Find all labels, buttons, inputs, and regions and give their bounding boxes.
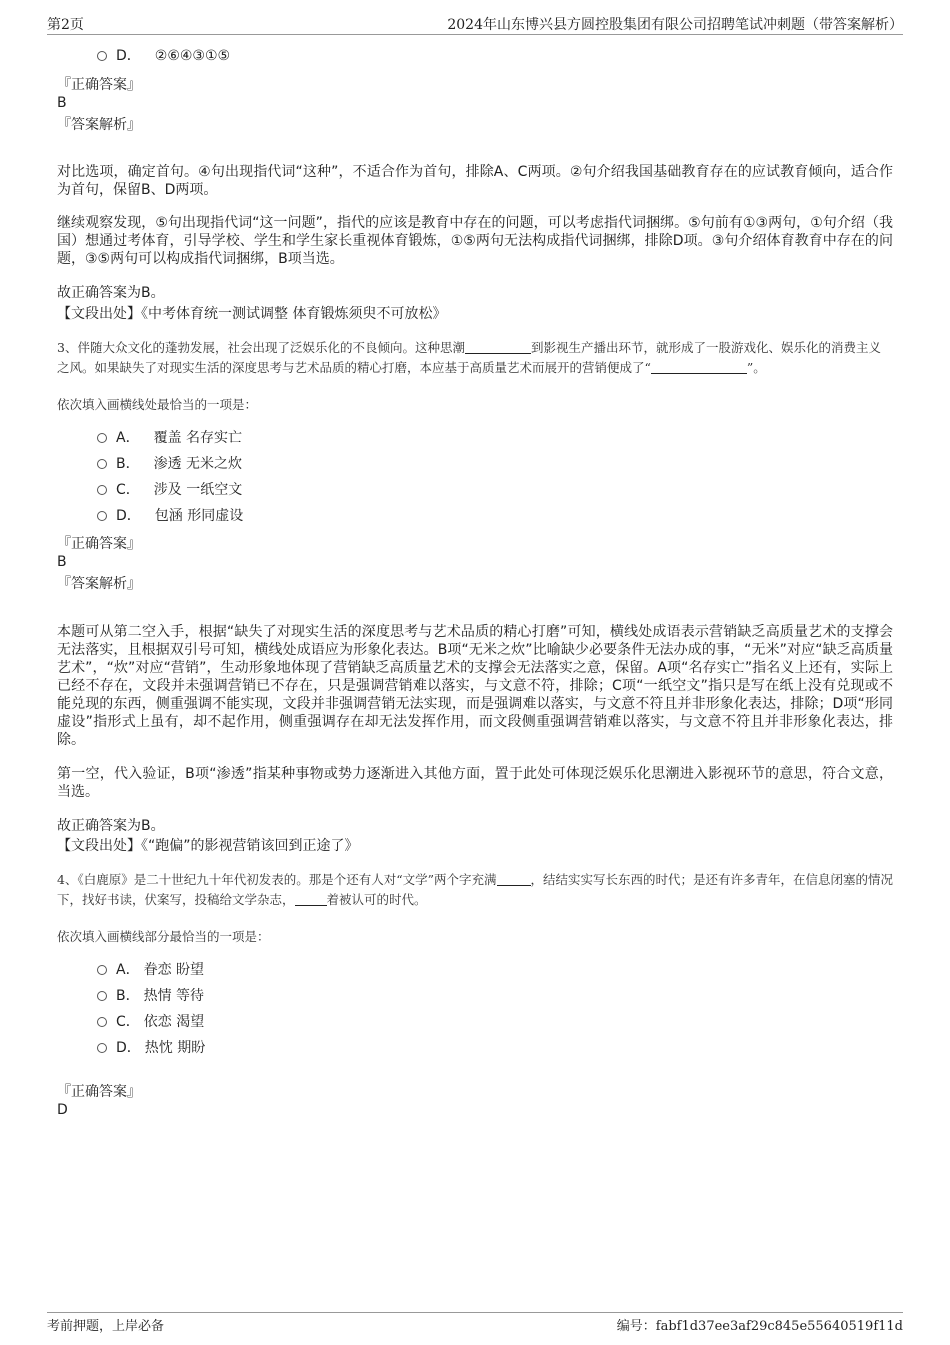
q2-option-d[interactable]: D． ②⑥④③①⑤ xyxy=(97,46,230,66)
radio-icon[interactable] xyxy=(97,1043,107,1053)
q2-analysis-para3: 故正确答案为B。 xyxy=(57,285,165,301)
q3-analysis-para3: 故正确答案为B。 xyxy=(57,818,165,834)
q4-answer: D xyxy=(57,1102,68,1118)
q3-question: 3、伴随大众文化的蓬勃发展，社会出现了泛娱乐化的不良倾向。这种思潮 到影视生产播出环节，就形成了一股游戏化、娱乐化的消费主义之风。如果缺失了对现实生活的深度思考与艺术品质的精心打磨，本应基于高质量艺术而展开的营销便成了“ ”。 xyxy=(57,340,881,375)
q4-option-a[interactable]: A． 眷恋 盼望 xyxy=(97,960,204,980)
document-id: 编号：fabf1d37ee3af29c845e55640519f11d xyxy=(616,1319,903,1334)
q3-analysis-para1: 本题可从第二空入手，根据“缺失了对现实生活的深度思考与艺术品质的精心打磨”可知，横线处成语表示营销缺乏高质量艺术的支撑会无法落实，且根据双引号可知，横线处成语应为形象化表达。B项“无米之炊”比喻缺少必要条件无法办成的事，“无米”对应“缺乏高质量艺术”，“炊”对应“营销”，生动形象地体现了营销缺乏高质量艺术的支撑会无法落实之意，保留。A项“名存实亡”指名义上还有，实际上已经不存在，文段并未强调营销已不存在，只是强调营销难以落实，与文意不符，排除；C项“一纸空文”指只是写在纸上没有兑现或不能兑现的东西，侧重强调不能实现，文段并非强调营销无法实现，而是强调难以落实，与文意不符且并非形象化表达，排除；D项“形同虚设”指形式上虽有，却不起作用，侧重强调存在却无法发挥作用，而文段侧重强调营销难以落实，与文意不符且并非形象化表达，排除。 xyxy=(57,624,893,748)
q4-prompt: 依次填入画横线部分最恰当的一项是： xyxy=(57,929,270,944)
q4-question: 4、《白鹿原》是二十世纪九十年代初发表的。那是个还有人对“文学”两个字充满 ，结结实实写长东西的时代；是还有许多青年，在信息闭塞的情况下，找好书读，伏案写，投稿给文学杂志， 着被认可的时代。 xyxy=(57,872,894,907)
q3-option-d[interactable]: D． 包涵 形同虚设 xyxy=(97,506,243,526)
q3-option-b[interactable]: B． 渗透 无米之炊 xyxy=(97,454,242,474)
q3-option-a[interactable]: A． 覆盖 名存实亡 xyxy=(97,428,242,448)
q3-answer: B xyxy=(57,554,67,570)
q3-prompt: 依次填入画横线处最恰当的一项是： xyxy=(57,397,258,412)
document-title: 2024年山东博兴县方圆控股集团有限公司招聘笔试冲刺题（带答案解析） xyxy=(447,17,903,33)
q4-option-b[interactable]: B． 热情 等待 xyxy=(97,986,204,1006)
q4-option-d[interactable]: D． 热忱 期盼 xyxy=(97,1038,205,1058)
radio-icon[interactable] xyxy=(97,485,107,495)
page-number: 第2页 xyxy=(47,17,84,33)
q2-answer-label: 『正确答案』 xyxy=(57,77,141,93)
blank-line xyxy=(497,873,531,886)
q2-analysis-para1: 对比选项，确定首句。④句出现指代词“这种”，不适合作为首句，排除A、C两项。②句介绍我国基础教育存在的应试教育倾向，适合作为首句，保留B、D两项。 xyxy=(57,164,893,198)
q3-source: 【文段出处】《“跑偏”的影视营销该回到正途了》 xyxy=(57,838,359,854)
radio-icon[interactable] xyxy=(97,51,107,61)
radio-icon[interactable] xyxy=(97,433,107,443)
blank-line xyxy=(651,361,747,374)
q2-analysis-label: 『答案解析』 xyxy=(57,117,141,133)
radio-icon[interactable] xyxy=(97,459,107,469)
radio-icon[interactable] xyxy=(97,1017,107,1027)
q2-answer: B xyxy=(57,95,67,111)
q4-option-c[interactable]: C． 依恋 渴望 xyxy=(97,1012,204,1032)
blank-line xyxy=(295,893,327,906)
q3-answer-label: 『正确答案』 xyxy=(57,536,141,552)
q2-source: 【文段出处】《中考体育统一测试调整 体育锻炼须臾不可放松》 xyxy=(57,306,447,322)
blank-line xyxy=(465,341,531,354)
footer-slogan: 考前押题，上岸必备 xyxy=(47,1319,165,1334)
radio-icon[interactable] xyxy=(97,511,107,521)
page-footer xyxy=(47,1312,903,1334)
q3-analysis-para2: 第一空，代入验证，B项“渗透”指某种事物或势力逐渐进入其他方面，置于此处可体现泛娱乐化思潮进入影视环节的意思，符合文意，当选。 xyxy=(57,766,893,800)
q3-option-c[interactable]: C． 涉及 一纸空文 xyxy=(97,480,242,500)
radio-icon[interactable] xyxy=(97,965,107,975)
q2-analysis-para2: 继续观察发现，⑤句出现指代词“这一问题”，指代的应该是教育中存在的问题，可以考虑指代词捆绑。⑤句前有①③两句，①句介绍（我国）想通过考体育，引导学校、学生和学生家长重视体育锻炼，①⑤两句无法构成指代词捆绑，排除D项。③句介绍体育教育中存在的问题，③⑤两句可以构成指代词捆绑，B项当选。 xyxy=(57,215,893,267)
q3-analysis-label: 『答案解析』 xyxy=(57,576,141,592)
radio-icon[interactable] xyxy=(97,991,107,1001)
page-header xyxy=(47,14,903,35)
q4-answer-label: 『正确答案』 xyxy=(57,1084,141,1100)
